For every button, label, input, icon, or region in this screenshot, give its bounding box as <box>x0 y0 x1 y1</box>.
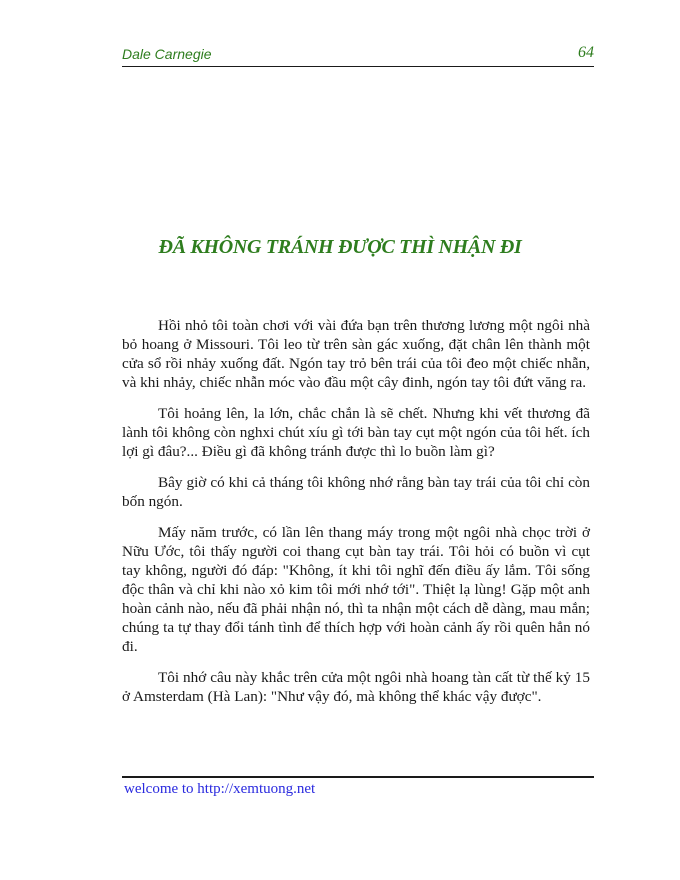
paragraph: Tôi nhớ câu này khắc trên cửa một ngôi nhà hoang tàn cất từ thế kỷ 15 ở Amsterdam (Hà Lan): "Như vậy đó, mà không thể khác vậy được". <box>122 669 590 705</box>
footer-link[interactable]: welcome to http://xemtuong.net <box>124 781 316 797</box>
header-author: Dale Carnegie <box>122 46 212 62</box>
paragraph: Tôi hoảng lên, la lớn, chắc chắn là sẽ chết. Nhưng khi vết thương đã lành tôi không còn nghxi chút xíu gì tới bàn tay cụt một ngón của tôi hết. ích lợi gì đâu?... Điều gì đã không tránh được thì lo buồn làm gì? <box>122 405 590 460</box>
body-text <box>122 316 590 718</box>
chapter-title: ĐÃ KHÔNG TRÁNH ĐƯỢC THÌ NHẬN ĐI <box>158 236 522 258</box>
paragraph: Bây giờ có khi cả tháng tôi không nhớ rằng bàn tay trái của tôi chỉ còn bốn ngón. <box>122 474 590 510</box>
paragraph: Mấy năm trước, có lần lên thang máy trong một ngôi nhà chọc trời ở Nữu Ước, tôi thấy người coi thang cụt bàn tay trái. Tôi hỏi có buồn vì cụt tay không, người đó đáp: "Không, ít khi tôi nghĩ đến điều ấy lắm. Tôi sống độc thân và chỉ khi nào xỏ kim tôi mới nhớ tới". Thiệt lạ lùng! Gặp một anh hoàn cảnh nào, nếu đã phải nhận nó, thì ta nhận một cách dễ dàng, mau mắn; chúng ta tự thay đổi tánh tình để thích hợp với hoàn cảnh ấy rồi quên hẳn nó đi. <box>122 524 590 655</box>
paragraph: Hồi nhỏ tôi toàn chơi với vài đứa bạn trên thương lương một ngôi nhà bỏ hoang ở Missouri. Tôi leo từ trên sàn gác xuống, đặt chân lên thành một cửa sổ rồi nhảy xuống đất. Ngón tay trỏ bên trái của tôi đeo một chiếc nhẫn, và khi nhảy, chiếc nhẫn móc vào đầu một cây đinh, ngón tay tôi đứt văng ra. <box>122 317 590 391</box>
page-number: 64 <box>578 44 594 61</box>
footer-divider <box>122 776 594 778</box>
page-header <box>122 44 594 67</box>
